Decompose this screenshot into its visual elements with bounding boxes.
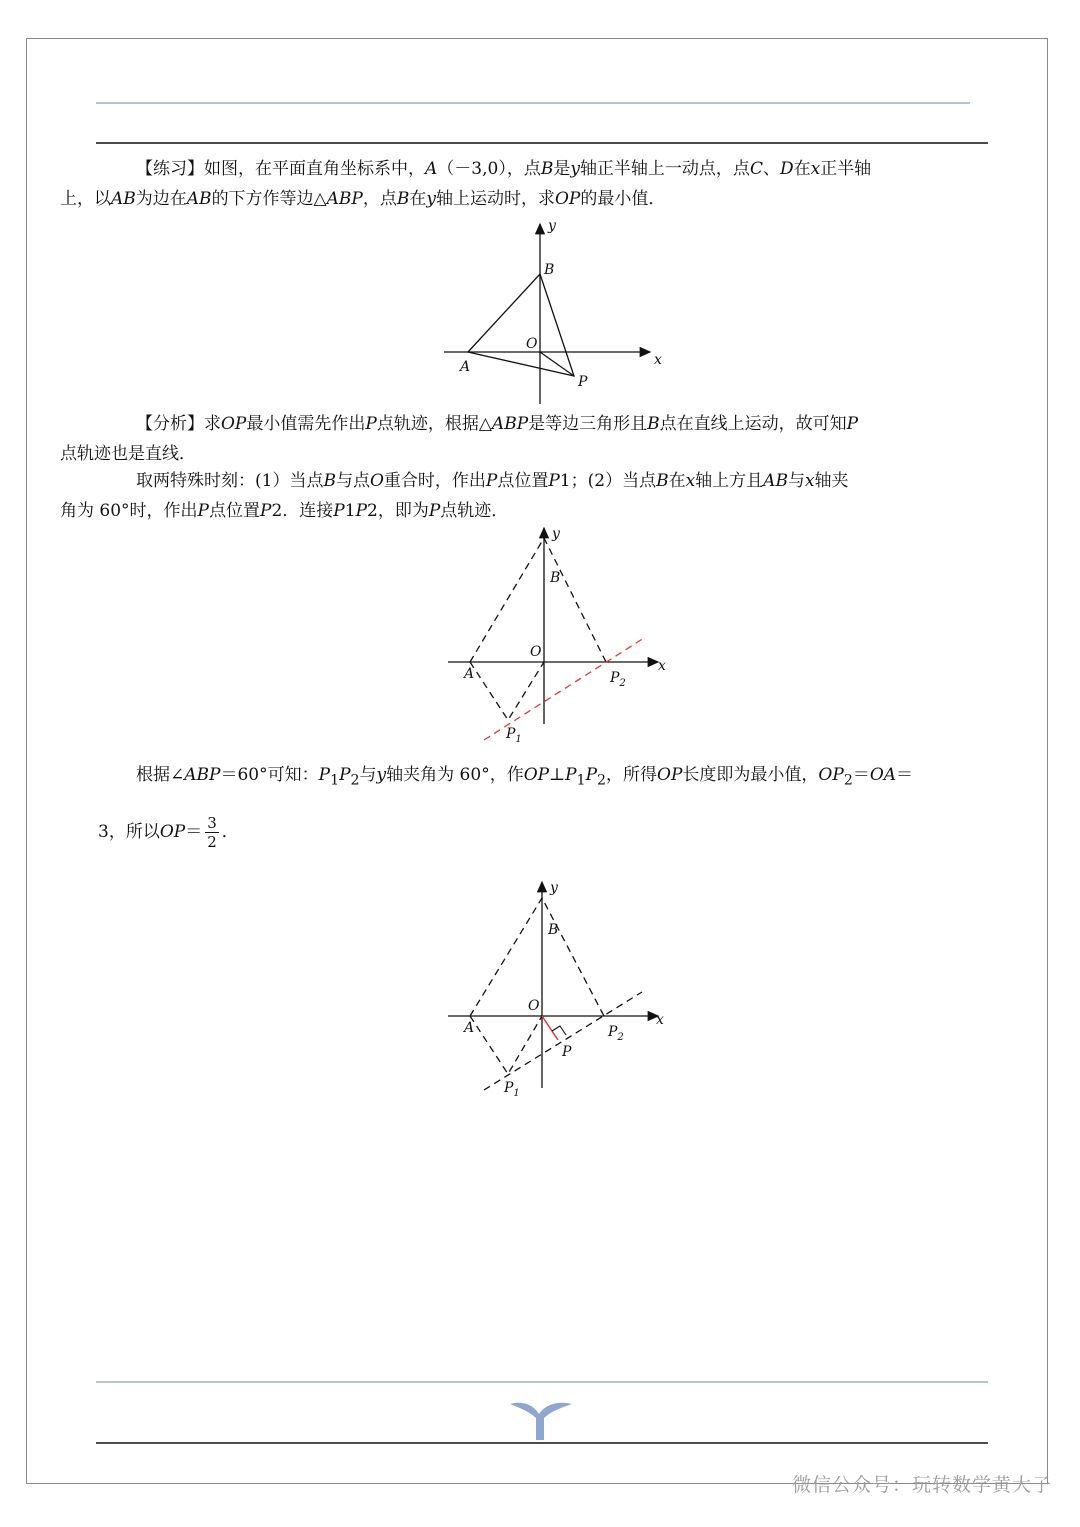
conclusion-line-2: 3，所以OP＝ $\frac{3}{2}$ ． [98,814,239,851]
label-p2: $P_2$ [608,1024,624,1043]
figure-1-svg [440,218,670,408]
label-p2: $P_2$ [610,670,626,689]
triangle-abp [468,274,574,376]
label-x: x [658,658,666,674]
label-p1: $P_1$ [504,1080,520,1099]
analysis-tag: 【分析】 [136,414,204,434]
label-x: x [654,352,662,368]
label-a: A [460,359,471,375]
label-b: B [544,262,555,278]
footer-rule-dark [96,1440,988,1446]
label-b: B [548,922,559,938]
perpendicular-op-red [542,1016,558,1040]
figure-1 [440,218,670,412]
label-a: A [464,1020,475,1036]
figure-2 [440,524,680,750]
conclusion-paragraph: 根据∠ABP＝60°可知：$P_1P_2$与y轴夹角为 60°，作$OP\perp P_1P_2$，所得OP长度即为最小值，$OP_2=OA=$ [136,765,914,789]
label-x: x [656,1012,664,1028]
label-p: P [562,1044,572,1060]
label-y: y [552,526,560,542]
lower-triangle [470,662,544,720]
label-p1: $P_1$ [506,726,522,745]
label-a: A [464,666,475,682]
label-o: O [526,336,538,352]
label-o: O [530,644,542,660]
watermark-text: 微信公众号：玩转数学黄大子 [791,1474,1052,1496]
footer-rule-light [96,1379,988,1385]
label-y: y [550,880,558,896]
label-o: O [528,998,540,1014]
label-p: P [578,374,588,390]
header-rule-light [96,100,970,106]
fraction-three-halves: $\frac{3}{2}$ [207,814,217,851]
exercise-paragraph: 【练习】如图，在平面直角坐标系中，A（－3,0），点B是y轴正半轴上一动点，点C、D在x正半轴 上，以AB为边在AB的下方作等边△ABP，点B在y轴上运动时，求OP的最小值． [60,159,872,209]
figure-2-svg [440,524,680,746]
figure-3 [440,878,680,1104]
special-paragraph: 取两特殊时刻：(1）当点B与点O重合时，作出P点位置P1；(2）当点B在x轴上方且AB与x轴夹 角为 60°时，作出P点位置P2．连接P1P2，即为P点轨迹． [60,471,849,521]
exercise-tag: 【练习】 [136,159,204,179]
analysis-paragraph: 【分析】求OP最小值需先作出P点轨迹，根据△ABP是等边三角形且B点在直线上运动，故可知P 点轨迹也是直线． [60,414,859,464]
footer-logo-icon [506,1398,576,1442]
figure-3-svg [440,878,680,1100]
header-rule-dark [96,140,988,146]
locus-line-red [484,638,644,740]
lower-triangle [470,1016,542,1074]
label-b: B [550,570,561,586]
label-y: y [548,218,556,234]
